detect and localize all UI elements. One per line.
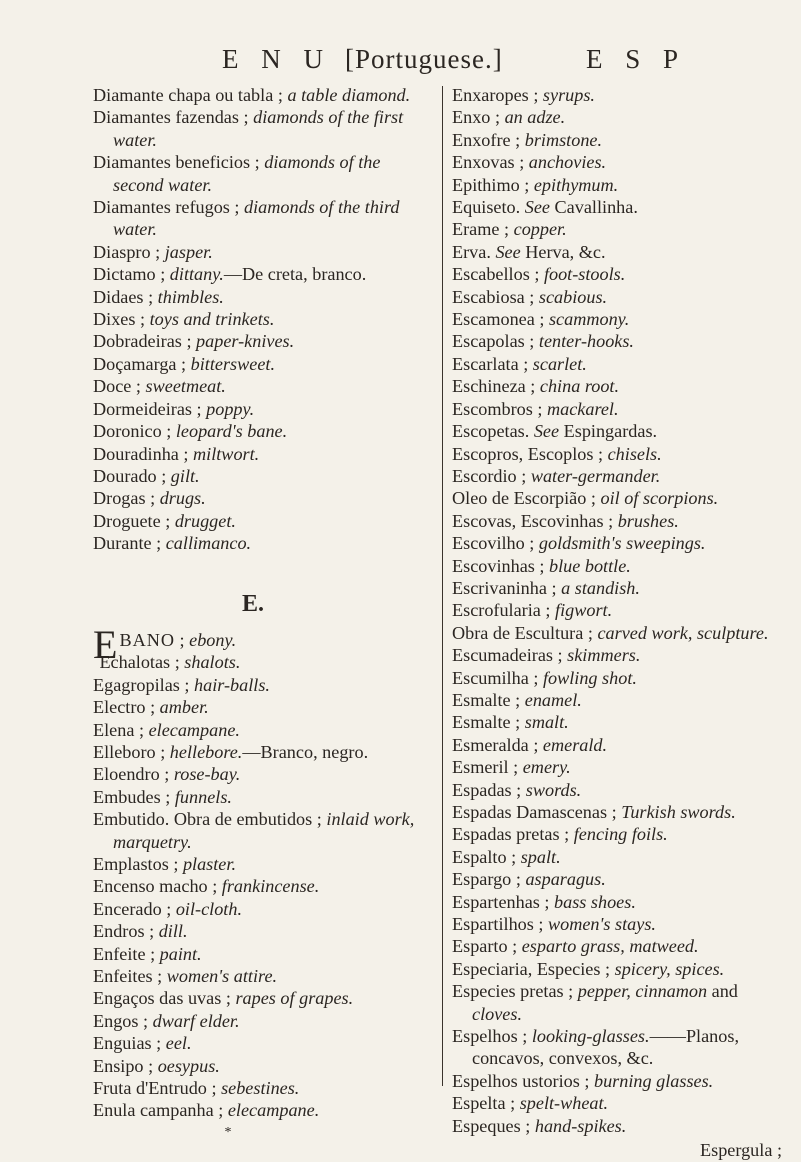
portuguese-term: Droguete [93, 510, 161, 531]
entry-note: Herva, &c. [520, 241, 606, 262]
dictionary-entry: Escabellos ; foot-stools. [452, 264, 626, 285]
portuguese-term: Escombros [452, 398, 533, 419]
english-translation: blue bottle. [549, 555, 631, 576]
portuguese-term: Equiseto. [452, 197, 521, 218]
english-translation: rapes of grapes. [235, 988, 354, 1009]
english-translation: dittany. [169, 264, 224, 285]
header-left-guide: E N U [222, 44, 331, 74]
dictionary-entry: Endros ; dill. [93, 921, 188, 942]
dictionary-entry: Escabiosa ; scabious. [452, 286, 608, 307]
entry-note: —Branco, negro. [242, 741, 369, 762]
portuguese-term: Erame [452, 219, 500, 240]
english-translation: figwort. [555, 600, 613, 621]
portuguese-term: Encenso macho [93, 876, 208, 897]
english-translation: smalt. [524, 712, 569, 733]
portuguese-term: Dobradeiras [93, 331, 182, 352]
dictionary-entry: Especies pretas ; pepper, cinnamon and cloves. [452, 981, 738, 1024]
footer-mark: * [224, 1124, 232, 1140]
english-translation: oil of scorpions. [600, 488, 719, 509]
portuguese-term: Dictamo [93, 264, 156, 285]
english-translation: diamonds of the second water. [113, 152, 381, 195]
dictionary-entry: Ensipo ; oesypus. [93, 1055, 220, 1076]
header-right-guide: E S P [586, 44, 687, 74]
dictionary-entry: Escamonea ; scammony. [452, 309, 630, 330]
english-translation: eel. [165, 1033, 192, 1054]
dictionary-entry [452, 196, 782, 218]
english-translation: elecampane. [148, 719, 240, 740]
portuguese-term: Escovilho [452, 533, 525, 554]
right-column [452, 84, 782, 1162]
dictionary-entry: Douradinha ; miltwort. [93, 443, 260, 464]
portuguese-term: Ensipo [93, 1055, 144, 1076]
english-translation: scabious. [538, 286, 608, 307]
dictionary-entry: Erame ; copper. [452, 219, 567, 240]
english-translation: fencing foils. [573, 824, 668, 845]
dictionary-entry: Escovilho ; goldsmith's sweepings. [452, 533, 706, 554]
english-translation: goldsmith's sweepings. [538, 533, 706, 554]
entry-note: Espingardas. [559, 421, 658, 442]
portuguese-term: Enxofre [452, 129, 511, 150]
english-translation: hand-spikes. [534, 1115, 627, 1136]
portuguese-term: Engos [93, 1010, 139, 1031]
portuguese-term: Encerado [93, 898, 162, 919]
portuguese-term: Eloendro [93, 764, 160, 785]
english-translation: sweetmeat. [145, 376, 226, 397]
english-translation: leopard's bane. [175, 421, 288, 442]
dictionary-entry: Enfeite ; paint. [93, 943, 202, 964]
english-translation: jasper. [164, 241, 213, 262]
portuguese-term: Erva. [452, 241, 491, 262]
english-translation: foot-stools. [543, 264, 626, 285]
dictionary-entry: Esmeril ; emery. [452, 757, 571, 778]
dictionary-entry: Escrofularia ; figwort. [452, 600, 613, 621]
english-translation: cloves. [472, 1003, 522, 1024]
english-translation: china root. [539, 376, 620, 397]
english-translation: spicery, spices. [614, 958, 725, 979]
catchword: Espergula ; [700, 1140, 782, 1161]
portuguese-term: Escarlata [452, 353, 519, 374]
dictionary-entry: Elleboro ; hellebore.—Branco, negro. [93, 741, 369, 762]
english-translation: inlaid work, marquetry. [113, 809, 415, 852]
portuguese-term: Doronico [93, 421, 162, 442]
english-translation: dill. [158, 921, 188, 942]
dictionary-entry: Epithimo ; epithymum. [452, 174, 619, 195]
english-translation: brimstone. [524, 129, 603, 150]
english-translation: syrups. [542, 85, 595, 105]
english-translation: emerald. [542, 734, 608, 755]
english-translation: mackarel. [546, 398, 619, 419]
english-translation: an adze. [504, 107, 566, 128]
portuguese-term: Escopetas. [452, 421, 530, 442]
portuguese-term: Escovinhas [452, 555, 535, 576]
portuguese-term: Electro [93, 697, 146, 718]
english-translation: scarlet. [532, 353, 587, 374]
portuguese-term: Espeques [452, 1115, 521, 1136]
english-translation: tenter-hooks. [538, 331, 634, 352]
dictionary-entry: Espeques ; hand-spikes. [452, 1115, 627, 1136]
english-translation: shalots. [184, 652, 241, 673]
portuguese-term: Espadas [452, 779, 512, 800]
dictionary-entry: Diaspro ; jasper. [93, 241, 213, 262]
dictionary-entry: Escovinhas ; blue bottle. [452, 555, 631, 576]
english-translation: elecampane. [227, 1100, 320, 1121]
dictionary-entry [452, 241, 782, 263]
english-translation: emery. [522, 757, 571, 778]
left-entries-e [93, 651, 433, 1122]
portuguese-term: Dourado [93, 465, 157, 486]
portuguese-term: Echalotas [99, 652, 171, 673]
dictionary-entry: Diamante chapa ou tabla ; a table diamond. [93, 85, 411, 105]
dictionary-entry: Diamantes refugos ; diamonds of the third water. [93, 197, 400, 240]
portuguese-term: Embudes [93, 786, 161, 807]
portuguese-term: Endros [93, 921, 145, 942]
portuguese-term: Escordio [452, 465, 517, 486]
dictionary-entry: Emplastos ; plaster. [93, 854, 236, 874]
english-translation: Turkish swords. [621, 802, 736, 822]
left-column [93, 84, 433, 1144]
english-translation: burning glasses. [593, 1070, 714, 1091]
portuguese-term: Diaspro [93, 241, 151, 262]
english-translation: anchovies. [528, 152, 607, 173]
english-translation: chisels. [607, 443, 662, 464]
portuguese-term: Enfeite [93, 943, 146, 964]
dictionary-entry: Doce ; sweetmeat. [93, 376, 226, 397]
entry-note: —De creta, branco. [223, 264, 367, 285]
portuguese-term: Escrofularia [452, 600, 541, 621]
dictionary-entry: Escordio ; water-germander. [452, 465, 661, 486]
portuguese-term: Enfeites [93, 966, 153, 987]
portuguese-term: Embutido. Obra de embutidos [93, 809, 313, 830]
right-entries [452, 84, 782, 1137]
english-translation: spelt-wheat. [519, 1093, 609, 1114]
dropcap-word: BANO [119, 629, 175, 650]
english-translation: See [495, 241, 521, 262]
portuguese-term: Escovas, Escovinhas [452, 510, 604, 531]
dictionary-entry: Elena ; elecampane. [93, 719, 240, 740]
english-translation: scammony. [548, 309, 630, 330]
portuguese-term: Dormeideiras [93, 398, 192, 419]
dictionary-entry: Espelhos ustorios ; burning glasses. [452, 1070, 714, 1091]
dictionary-entry: Diamantes beneficios ; diamonds of the second water. [93, 152, 381, 195]
dictionary-entry: Oleo de Escorpião ; oil of scorpions. [452, 488, 719, 509]
portuguese-term: Obra de Escultura [452, 622, 584, 643]
dictionary-entry: Escrivaninha ; a standish. [452, 577, 640, 598]
dictionary-entry: Didaes ; thimbles. [93, 286, 224, 307]
dictionary-entry: Espelhos ; looking-glasses.——Planos, concavos, convexos, &c. [452, 1026, 739, 1069]
portuguese-term: Escapolas [452, 331, 525, 352]
english-translation: brushes. [617, 510, 679, 531]
dropcap-entry: EBANO ; ebony. [93, 621, 237, 667]
dictionary-entry: Escarlata ; scarlet. [452, 353, 587, 374]
english-translation: diamonds of the first water. [113, 107, 404, 150]
dropcap-translation: ebony. [189, 629, 237, 650]
portuguese-term: Douradinha [93, 443, 179, 464]
portuguese-term: Esmeril [452, 757, 509, 778]
portuguese-term: Espelhos ustorios [452, 1070, 580, 1091]
english-translation: women's attire. [166, 966, 278, 987]
english-translation: drugs. [159, 488, 206, 509]
portuguese-term: Espartilhos [452, 914, 534, 935]
drop-capital: E [93, 621, 118, 667]
dictionary-entry: Diamantes fazendas ; diamonds of the first water. [93, 107, 404, 150]
english-translation: bittersweet. [190, 353, 276, 374]
portuguese-term: Escabiosa [452, 286, 525, 307]
english-translation: dwarf elder. [152, 1010, 240, 1031]
dictionary-entry: Obra de Escultura ; carved work, sculpture. [452, 622, 769, 643]
portuguese-term: Espalto [452, 846, 507, 867]
dictionary-entry: Dixes ; toys and trinkets. [93, 309, 275, 330]
dictionary-entry: Espargo ; asparagus. [452, 869, 606, 890]
portuguese-term: Durante [93, 533, 152, 554]
dictionary-entry: Enula campanha ; elecampane. [93, 1100, 320, 1121]
portuguese-term: Escumilha [452, 667, 529, 688]
portuguese-term: Enxo [452, 107, 491, 128]
english-translation: enamel. [524, 689, 582, 710]
dictionary-entry: Escovas, Escovinhas ; brushes. [452, 510, 679, 531]
english-translation: bass shoes. [554, 891, 636, 912]
dictionary-entry: Drogas ; drugs. [93, 488, 206, 509]
english-translation: toys and trinkets. [149, 309, 275, 330]
dictionary-entry: Dobradeiras ; paper-knives. [93, 331, 295, 352]
english-translation: carved work, sculpture. [597, 622, 769, 643]
portuguese-term: Especies pretas [452, 981, 564, 1002]
left-entries-d [93, 84, 433, 555]
section-letter: E. [241, 590, 264, 617]
portuguese-term: Elleboro [93, 741, 156, 762]
english-translation: funnels. [174, 786, 232, 807]
dictionary-entry: Eloendro ; rose-bay. [93, 764, 241, 785]
english-translation: plaster. [182, 854, 236, 874]
portuguese-term: Engaços das uvas [93, 988, 222, 1009]
dictionary-entry: Dictamo ; dittany.—De creta, branco. [93, 264, 367, 285]
dictionary-entry: Doçamarga ; bittersweet. [93, 353, 276, 374]
portuguese-term: Epithimo [452, 174, 520, 195]
running-header [0, 44, 801, 84]
portuguese-term: Espadas pretas [452, 824, 560, 845]
portuguese-term: Espartenhas [452, 891, 540, 912]
dictionary-entry: Espelta ; spelt-wheat. [452, 1093, 609, 1114]
english-translation: diamonds of the third water. [113, 197, 400, 240]
dictionary-entry: Enguias ; eel. [93, 1033, 192, 1054]
dictionary-entry: Esmalte ; enamel. [452, 689, 582, 710]
dictionary-entry: Echalotas ; shalots. [99, 652, 241, 673]
dictionary-entry: Espalto ; spalt. [452, 846, 561, 867]
english-translation: drugget. [174, 510, 236, 531]
portuguese-term: Enxovas [452, 152, 515, 173]
english-translation: rose-bay. [173, 764, 241, 785]
portuguese-term: Espelhos [452, 1026, 518, 1047]
dictionary-entry: Enxovas ; anchovies. [452, 152, 607, 173]
portuguese-term: Espelta [452, 1093, 506, 1114]
portuguese-term: Oleo de Escorpião [452, 488, 587, 509]
dictionary-entry: Droguete ; drugget. [93, 510, 236, 531]
entry-note: Cavallinha. [550, 197, 638, 218]
english-translation: a standish. [561, 577, 640, 598]
portuguese-term: Diamante chapa ou tabla [93, 85, 274, 105]
dictionary-entry: Enxaropes ; syrups. [452, 85, 595, 105]
english-translation: water-germander. [530, 465, 661, 486]
header-title: [Portuguese.] [345, 44, 503, 74]
english-translation: See [533, 421, 560, 442]
portuguese-term: Escopros, Escoplos [452, 443, 594, 464]
dictionary-entry: Escapolas ; tenter-hooks. [452, 331, 634, 352]
portuguese-term: Drogas [93, 488, 146, 509]
english-translation: hellebore. [169, 741, 243, 762]
entry-note: ——Planos, concavos, convexos, &c. [472, 1026, 739, 1069]
dictionary-entry: Enfeites ; women's attire. [93, 966, 278, 987]
portuguese-term: Doçamarga [93, 353, 177, 374]
portuguese-term: Egagropilas [93, 674, 180, 695]
portuguese-term: Esmalte [452, 712, 511, 733]
portuguese-term: Escumadeiras [452, 645, 553, 666]
dictionary-entry: Fruta d'Entrudo ; sebestines. [93, 1078, 300, 1099]
english-translation: amber. [159, 697, 209, 718]
dictionary-entry: Esparto ; esparto grass, matweed. [452, 936, 699, 957]
portuguese-term: Esmalte [452, 689, 511, 710]
english-translation: gilt. [170, 465, 200, 486]
english-translation: fowling shot. [542, 667, 637, 688]
dictionary-entry: Encenso macho ; frankincense. [93, 876, 320, 897]
dictionary-entry: Dourado ; gilt. [93, 465, 200, 486]
portuguese-term: Escabellos [452, 264, 530, 285]
english-translation: miltwort. [193, 443, 260, 464]
english-translation: skimmers. [567, 645, 641, 666]
portuguese-term: Escamonea [452, 309, 535, 330]
dictionary-entry: Engos ; dwarf elder. [93, 1010, 240, 1031]
english-translation: swords. [525, 779, 582, 800]
english-translation: spalt. [520, 846, 561, 867]
english-translation: paper-knives. [196, 331, 295, 352]
english-translation: paint. [159, 943, 202, 964]
portuguese-term: Eschineza [452, 376, 526, 397]
dictionary-entry: Egagropilas ; hair-balls. [93, 674, 270, 695]
portuguese-term: Esmeralda [452, 734, 529, 755]
portuguese-term: Espargo [452, 869, 512, 890]
dictionary-entry: Doronico ; leopard's bane. [93, 421, 288, 442]
portuguese-term: Doce [93, 376, 132, 397]
dictionary-entry: Espadas Damascenas ; Turkish swords. [452, 802, 736, 822]
english-translation: copper. [513, 219, 567, 240]
portuguese-term: Escrivaninha [452, 577, 547, 598]
english-translation: a table diamond. [287, 85, 411, 105]
dictionary-entry: Embutido. Obra de embutidos ; inlaid work, marquetry. [93, 809, 415, 852]
portuguese-term: Emplastos [93, 854, 169, 874]
english-translation: sebestines. [221, 1078, 300, 1099]
english-translation: pepper, cinnamon [577, 981, 708, 1002]
portuguese-term: Enguias [93, 1033, 152, 1054]
portuguese-term: Dixes [93, 309, 136, 330]
portuguese-term: Diamantes beneficios [93, 152, 251, 173]
dictionary-entry: Escumilha ; fowling shot. [452, 667, 637, 688]
english-translation: See [524, 197, 550, 218]
dictionary-entry: Esmalte ; smalt. [452, 712, 569, 733]
english-translation: epithymum. [533, 174, 619, 195]
dictionary-entry: Enxo ; an adze. [452, 107, 566, 128]
english-translation: esparto grass, matweed. [521, 936, 699, 957]
dictionary-entry: Dormeideiras ; poppy. [93, 398, 255, 419]
column-rule [442, 86, 443, 1086]
english-translation: looking-glasses. [531, 1026, 650, 1047]
entry-note: and [707, 981, 738, 1002]
dictionary-entry: Espartenhas ; bass shoes. [452, 891, 636, 912]
portuguese-term: Esparto [452, 936, 508, 957]
dictionary-entry: Espadas pretas ; fencing foils. [452, 824, 668, 845]
english-translation: poppy. [206, 398, 255, 419]
dictionary-entry: Esmeralda ; emerald. [452, 734, 608, 755]
dictionary-entry: Espadas ; swords. [452, 779, 582, 800]
english-translation: hair-balls. [194, 674, 270, 695]
portuguese-term: Elena [93, 719, 135, 740]
portuguese-term: Enxaropes [452, 85, 529, 105]
dictionary-entry: Escopros, Escoplos ; chisels. [452, 443, 662, 464]
dictionary-entry: Eschineza ; china root. [452, 376, 620, 397]
dictionary-entry: Enxofre ; brimstone. [452, 129, 603, 150]
portuguese-term: Espadas Damascenas [452, 802, 608, 822]
portuguese-term: Diamantes fazendas [93, 107, 239, 128]
dictionary-entry [452, 420, 782, 442]
portuguese-term: Didaes [93, 286, 144, 307]
english-translation: frankincense. [221, 876, 320, 897]
english-translation: oesypus. [157, 1055, 220, 1076]
english-translation: thimbles. [157, 286, 224, 307]
portuguese-term: Especiaria, Especies [452, 958, 601, 979]
portuguese-term: Diamantes refugos [93, 197, 230, 218]
english-translation: women's stays. [548, 914, 656, 935]
dictionary-entry: Especiaria, Especies ; spicery, spices. [452, 958, 725, 979]
dictionary-entry: Encerado ; oil-cloth. [93, 898, 242, 919]
dictionary-entry: Embudes ; funnels. [93, 786, 232, 807]
dictionary-entry: Durante ; callimanco. [93, 533, 252, 554]
portuguese-term: Fruta d'Entrudo [93, 1078, 207, 1099]
dictionary-entry: Engaços das uvas ; rapes of grapes. [93, 988, 354, 1009]
dictionary-entry: Escombros ; mackarel. [452, 398, 619, 419]
portuguese-term: Enula campanha [93, 1100, 214, 1121]
english-translation: callimanco. [165, 533, 252, 554]
english-translation: asparagus. [525, 869, 606, 890]
english-translation: oil-cloth. [175, 898, 242, 919]
dictionary-entry: Electro ; amber. [93, 697, 209, 718]
dictionary-entry: Espartilhos ; women's stays. [452, 914, 656, 935]
dictionary-entry: Escumadeiras ; skimmers. [452, 645, 641, 666]
